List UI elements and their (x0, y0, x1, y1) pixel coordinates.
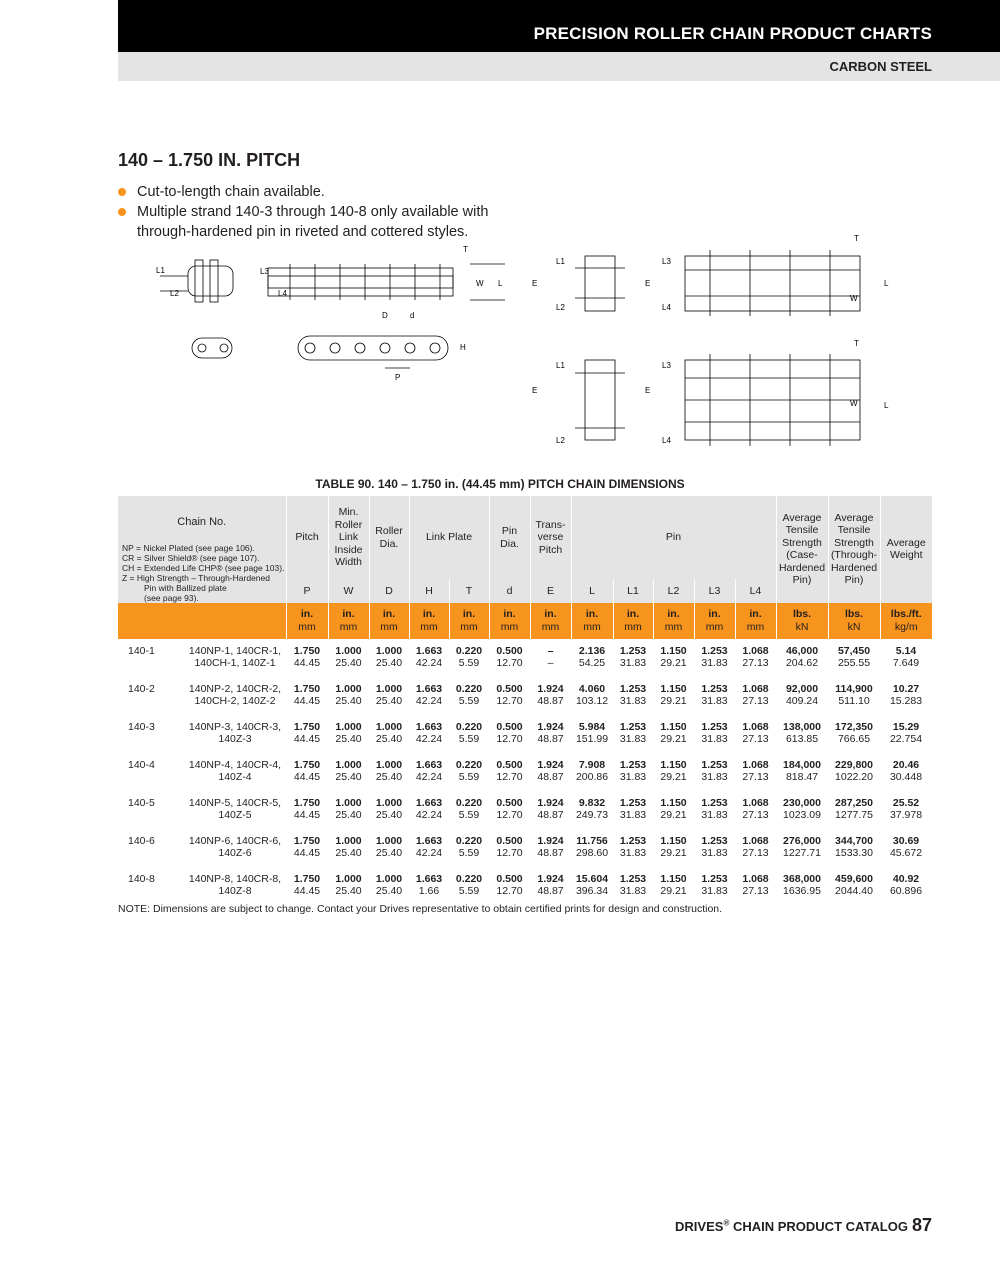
table-cell: 5.984 151.99 (571, 714, 613, 752)
table-cell: 1.000 25.40 (328, 752, 369, 790)
chain-number-cell: 140-8 140NP-8, 140CR-8, 140Z-8 (118, 866, 286, 904)
units-row (118, 603, 932, 639)
svg-text:W: W (476, 279, 484, 288)
table-cell: 287,250 1277.75 (828, 790, 880, 828)
unit-cell: in. mm (409, 603, 449, 639)
triple-strand-end-view (575, 354, 860, 446)
svg-text:L2: L2 (556, 436, 565, 445)
sym-cell: E (530, 579, 571, 602)
svg-text:E: E (532, 279, 538, 288)
bullet-icon (118, 208, 126, 216)
footer: DRIVES® CHAIN PRODUCT CATALOG 87 (675, 1215, 932, 1235)
table-cell: 0.220 5.59 (449, 752, 489, 790)
table-cell: 1.750 44.45 (293, 644, 321, 669)
sym-cell: L (571, 579, 613, 602)
table-cell: 0.220 5.59 (449, 866, 489, 904)
sym-cell: L3 (694, 579, 735, 602)
unit-cell: in. mm (694, 603, 735, 639)
table-cell: 1.924 48.87 (530, 828, 571, 866)
svg-text:L1: L1 (556, 257, 565, 266)
table-cell: 1.750 44.45 (286, 714, 328, 752)
col-weight: Average Weight (880, 496, 932, 603)
table-cell: 1.663 42.24 (415, 644, 443, 669)
bullet-item: through-hardened pin in riveted and cottered styles. (137, 224, 469, 240)
table-cell: 1.663 42.24 (409, 714, 449, 752)
table-cell: 1.068 27.13 (735, 714, 776, 752)
table-cell: 1.253 31.83 (613, 752, 653, 790)
table-cell: 1.253 31.83 (694, 790, 735, 828)
sym-cell: L4 (735, 579, 776, 602)
table-cell: 1.068 27.13 (735, 828, 776, 866)
table-cell: 1.253 31.83 (701, 644, 728, 669)
table-cell: 229,800 1022.20 (828, 752, 880, 790)
sym-cell: D (369, 579, 409, 602)
table-cell: 1.150 29.21 (653, 828, 694, 866)
header-subtitle: CARBON STEEL (829, 59, 932, 74)
table-cell: 0.220 5.59 (449, 714, 489, 752)
svg-text:T: T (854, 339, 859, 348)
table-cell: 0.500 12.70 (489, 828, 530, 866)
section-title: 140 – 1.750 IN. PITCH (118, 150, 301, 170)
table-cell: 15.604 396.34 (571, 866, 613, 904)
table-row (118, 639, 932, 677)
table-cell: 1.000 25.40 (328, 866, 369, 904)
unit-cell: lbs./ft. kg/m (880, 603, 932, 639)
sym-cell: L1 (613, 579, 653, 602)
table-cell: 0.220 5.59 (449, 828, 489, 866)
table-row (118, 828, 932, 866)
table-cell: 1.924 48.87 (530, 676, 571, 714)
table-cell: 1.068 27.13 (735, 752, 776, 790)
chain-number-cell: 140-4 140NP-4, 140CR-4, 140Z-4 (118, 752, 286, 790)
table-cell: 5.14 7.649 (892, 644, 920, 669)
svg-text:W: W (850, 294, 858, 303)
col-ts-case: Average Tensile Strength (Case- Hardened Pin) (776, 496, 828, 603)
table-cell: 1.663 42.24 (409, 828, 449, 866)
table-row (118, 790, 932, 828)
table-cell: 25.52 37.978 (880, 790, 932, 828)
svg-text:L2: L2 (556, 303, 565, 312)
table-cell: 57,450 255.55 (837, 644, 871, 669)
table-cell: 1.150 29.21 (653, 676, 694, 714)
header-bar (118, 0, 1000, 52)
header-row (118, 496, 932, 579)
table-cell: 46,000 204.62 (785, 644, 819, 669)
svg-text:L3: L3 (260, 267, 269, 276)
table-cell: 1.068 27.13 (735, 790, 776, 828)
table-cell: 1.150 29.21 (653, 714, 694, 752)
svg-text:L4: L4 (278, 289, 287, 298)
table-cell: 1.000 25.40 (328, 676, 369, 714)
table-cell: 1.253 31.83 (613, 866, 653, 904)
svg-text:L: L (884, 279, 889, 288)
sym-cell: H (409, 579, 449, 602)
table-cell: 1.000 25.40 (369, 714, 409, 752)
table-cell: 1.663 42.24 (409, 752, 449, 790)
chain-number-cell: 140-5 140NP-5, 140CR-5, 140Z-5 (118, 790, 286, 828)
col-roller-dia: Roller Dia. (369, 496, 409, 579)
table-cell: 10.27 15.283 (880, 676, 932, 714)
chain-top-view (268, 264, 505, 300)
svg-text:L4: L4 (662, 436, 671, 445)
svg-text:T: T (463, 245, 468, 254)
svg-text:P: P (395, 373, 401, 382)
table-cell: 1.663 42.24 (409, 790, 449, 828)
chain-side-view (192, 336, 448, 368)
unit-cell: in. mm (328, 603, 369, 639)
table-cell: 7.908 200.86 (571, 752, 613, 790)
table-note: NOTE: Dimensions are subject to change. Contact your Drives representative to obtain certified prints for design and construction. (118, 903, 723, 915)
col-link-plate: Link Plate (409, 496, 489, 579)
table-cell: 1.663 42.24 (409, 676, 449, 714)
table-cell: 114,900 511.10 (828, 676, 880, 714)
units-blank (118, 603, 286, 639)
chain-number-cell: 140-1 140NP-1, 140CR-1, 140CH-1, 140Z-1 (128, 644, 282, 669)
table-cell: 30.69 45.672 (880, 828, 932, 866)
table-cell: 344,700 1533.30 (828, 828, 880, 866)
svg-text:L: L (884, 401, 889, 410)
table-cell: 4.060 103.12 (571, 676, 613, 714)
svg-text:T: T (854, 234, 859, 243)
table-cell: 1.253 31.83 (619, 644, 647, 669)
table-cell: 172,350 766.65 (828, 714, 880, 752)
table-cell: 0.500 12.70 (489, 714, 530, 752)
table-cell: 1.150 29.21 (660, 644, 687, 669)
svg-text:L4: L4 (662, 303, 671, 312)
unit-cell: in. mm (613, 603, 653, 639)
svg-text:L3: L3 (662, 257, 671, 266)
table-cell: 92,000 409.24 (776, 676, 828, 714)
col-ts-through: Average Tensile Strength (Through- Hardened Pin) (828, 496, 880, 603)
svg-text:E: E (532, 386, 538, 395)
header-title: PRECISION ROLLER CHAIN PRODUCT CHARTS (533, 24, 932, 43)
table-cell: 1.750 44.45 (286, 828, 328, 866)
table-cell: 1.750 44.45 (286, 866, 328, 904)
unit-cell: lbs. kN (828, 603, 880, 639)
svg-text:L1: L1 (156, 266, 165, 275)
sym-cell: P (286, 579, 328, 602)
unit-cell: in. mm (653, 603, 694, 639)
table-cell: 1.150 29.21 (653, 866, 694, 904)
page-number: 87 (911, 1215, 932, 1235)
table-cell: 1.253 31.83 (694, 752, 735, 790)
sym-cell: T (449, 579, 489, 602)
table-cell: 1.663 1.66 (409, 866, 449, 904)
unit-cell: in. mm (369, 603, 409, 639)
table-cell: 1.924 48.87 (530, 714, 571, 752)
unit-cell: in. mm (735, 603, 776, 639)
svg-text:H: H (460, 343, 466, 352)
table-cell: 1.253 31.83 (694, 714, 735, 752)
table-cell: 9.832 249.73 (571, 790, 613, 828)
table-cell: 138,000 613.85 (776, 714, 828, 752)
table-cell: 1.000 25.40 (375, 644, 403, 669)
svg-text:W: W (850, 399, 858, 408)
svg-text:d: d (410, 311, 415, 320)
table-cell: 459,600 2044.40 (828, 866, 880, 904)
svg-text:L3: L3 (662, 361, 671, 370)
table-cell: 11.756 298.60 (571, 828, 613, 866)
svg-text:E: E (645, 279, 651, 288)
table-cell: 40.92 60.896 (880, 866, 932, 904)
sym-cell: d (489, 579, 530, 602)
bullet-item: Multiple strand 140-3 through 140-8 only available with (118, 202, 488, 222)
col-min-roller: Min. Roller Link Inside Width (328, 496, 369, 579)
unit-cell: lbs. kN (776, 603, 828, 639)
unit-cell: in. mm (286, 603, 328, 639)
double-strand-end-view (575, 250, 860, 316)
legend: NP = Nickel Plated (see page 106). CR = Silver Shield® (see page 107). CH = Extended Life CHP® (see page 103). Z = High Strength – Through-Hardened Pin with Ballized plate (see page 93). (122, 542, 285, 603)
col-chain-no: Chain No. NP = Nickel Plated (see page 106). CR = Silver Shield® (see page 107). CH = Extended Life CHP® (see page 103). Z = High Strength – Through-Hardened Pin with Ballized plate (see page 93). (118, 496, 286, 603)
table-cell: 1.068 27.13 (735, 866, 776, 904)
table-cell: 1.924 48.87 (530, 790, 571, 828)
table-cell: 0.500 12.70 (489, 676, 530, 714)
bullet-icon (118, 188, 126, 196)
unit-cell: in. mm (530, 603, 571, 639)
chain-number-cell: 140-2 140NP-2, 140CR-2, 140CH-2, 140Z-2 (118, 676, 286, 714)
chain-number-cell: 140-3 140NP-3, 140CR-3, 140Z-3 (118, 714, 286, 752)
table-cell: 0.500 12.70 (489, 866, 530, 904)
table-cell: 1.000 25.40 (328, 790, 369, 828)
table-cell: 230,000 1023.09 (776, 790, 828, 828)
table-cell: 1.000 25.40 (335, 644, 362, 669)
table-cell: 1.150 29.21 (653, 752, 694, 790)
table-row (118, 866, 932, 904)
table-cell: 368,000 1636.95 (776, 866, 828, 904)
table-cell: 1.000 25.40 (328, 828, 369, 866)
table-cell: 184,000 818.47 (776, 752, 828, 790)
table-cell: 1.253 31.83 (694, 676, 735, 714)
table-cell: 1.000 25.40 (369, 790, 409, 828)
table-cell: 1.253 31.83 (613, 828, 653, 866)
table-cell: 1.253 31.83 (613, 676, 653, 714)
table-cell: 1.150 29.21 (653, 790, 694, 828)
table-row (118, 676, 932, 714)
table-cell: 1.068 27.13 (742, 644, 769, 669)
subheader-bar (118, 52, 1000, 81)
table-cell: 0.500 12.70 (496, 644, 523, 669)
table-cell: 1.253 31.83 (694, 866, 735, 904)
unit-cell: in. mm (449, 603, 489, 639)
table-cell: 1.750 44.45 (286, 752, 328, 790)
table-title: TABLE 90. 140 – 1.750 in. (44.45 mm) PITCH CHAIN DIMENSIONS (315, 477, 685, 491)
table-cell: 0.500 12.70 (489, 752, 530, 790)
table-cell: 1.068 27.13 (735, 676, 776, 714)
table-cell: 1.253 31.83 (613, 714, 653, 752)
col-transverse: Trans- verse Pitch (530, 496, 571, 579)
table-cell: – – (547, 644, 554, 669)
col-pitch: Pitch (286, 496, 328, 579)
dimensions-table (118, 496, 932, 904)
table-cell: 1.924 48.87 (530, 752, 571, 790)
unit-cell: in. mm (571, 603, 613, 639)
svg-text:L2: L2 (170, 289, 179, 298)
table-cell: 1.253 31.83 (613, 790, 653, 828)
col-pin-dia: Pin Dia. (489, 496, 530, 579)
svg-text:E: E (645, 386, 651, 395)
table-cell: 0.220 5.59 (449, 790, 489, 828)
table-cell: 0.500 12.70 (489, 790, 530, 828)
table-cell: 1.000 25.40 (369, 676, 409, 714)
table-cell: 1.000 25.40 (369, 866, 409, 904)
sym-cell: W (328, 579, 369, 602)
table-row (118, 752, 932, 790)
bullet-item: Cut-to-length chain available. (118, 182, 488, 202)
sym-cell: L2 (653, 579, 694, 602)
unit-cell: in. mm (489, 603, 530, 639)
table-cell: 1.000 25.40 (369, 752, 409, 790)
table-cell: 0.220 5.59 (449, 676, 489, 714)
chain-diagrams (140, 228, 900, 453)
table-cell: 1.000 25.40 (328, 714, 369, 752)
col-pin: Pin (571, 496, 776, 579)
svg-text:L1: L1 (556, 361, 565, 370)
table-cell: 15.29 22.754 (880, 714, 932, 752)
svg-text:L: L (498, 279, 503, 288)
table-row (118, 714, 932, 752)
table-cell: 1.750 44.45 (286, 676, 328, 714)
table-cell: 1.000 25.40 (369, 828, 409, 866)
table-cell: 2.136 54.25 (578, 644, 606, 669)
table-cell: 0.220 5.59 (455, 644, 483, 669)
table-cell: 1.924 48.87 (530, 866, 571, 904)
table-cell: 1.750 44.45 (286, 790, 328, 828)
table-cell: 1.253 31.83 (694, 828, 735, 866)
chain-number-cell: 140-6 140NP-6, 140CR-6, 140Z-6 (118, 828, 286, 866)
table-cell: 276,000 1227.71 (776, 828, 828, 866)
svg-text:D: D (382, 311, 388, 320)
table-cell: 20.46 30.448 (880, 752, 932, 790)
